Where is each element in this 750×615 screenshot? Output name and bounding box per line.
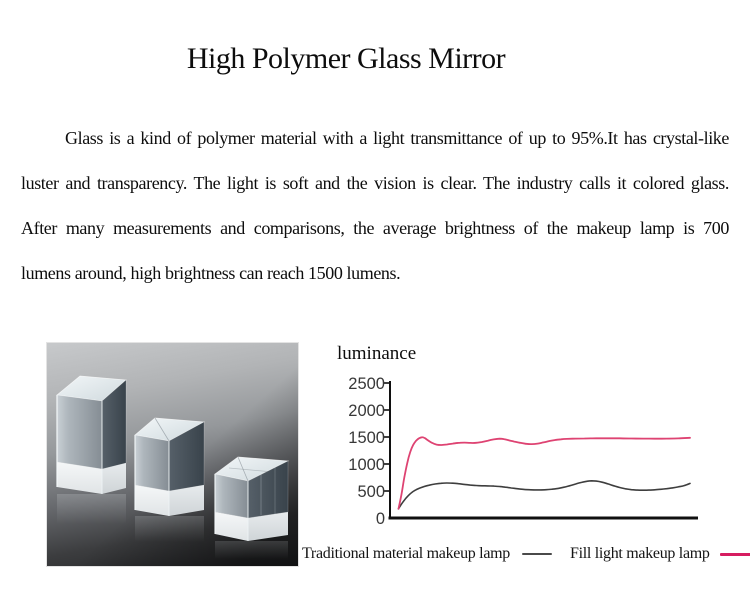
glass-blocks-illustration <box>47 343 298 566</box>
product-image-glass-blocks <box>46 342 299 567</box>
y-tick-label: 2000 <box>348 402 385 420</box>
y-tick-label: 500 <box>357 483 385 501</box>
series-layer <box>399 437 691 509</box>
legend-label-fill-light: Fill light makeup lamp <box>569 545 710 562</box>
series-line-fill-light <box>399 437 691 509</box>
description-line-2: luster and transparency. The light is soft and the vision is clear. The industry calls it colored glass. <box>21 173 729 193</box>
y-tick-label: 1500 <box>348 429 385 447</box>
series-line-traditional <box>399 481 691 509</box>
y-tick-label: 2500 <box>348 375 385 393</box>
description-line-4: lumens around, high brightness can reach 1500 lumens. <box>21 263 401 283</box>
legend-label-traditional: Traditional material makeup lamp <box>302 545 510 562</box>
y-tick-label: 0 <box>375 510 385 528</box>
glass-block-cube <box>215 457 288 559</box>
description-paragraph <box>21 116 729 296</box>
legend-swatch-traditional <box>522 553 552 555</box>
page-title: High Polymer Glass Mirror <box>186 42 506 75</box>
y-tick-label: 1000 <box>348 456 385 474</box>
chart-legend <box>302 545 750 563</box>
legend-swatch-fill-light <box>720 553 750 556</box>
glass-block-tall <box>57 376 126 524</box>
chart-title: luminance <box>337 343 417 364</box>
description-line-3: After many measurements and comparisons, the average brightness of the makeup lamp is 700 <box>21 218 729 238</box>
y-axis <box>348 375 390 528</box>
luminance-plot <box>334 368 710 528</box>
description-line-1: Glass is a kind of polymer material with a light transmittance of up to 95%.It has crystal-like <box>65 128 729 148</box>
glass-block-medium <box>135 418 204 542</box>
